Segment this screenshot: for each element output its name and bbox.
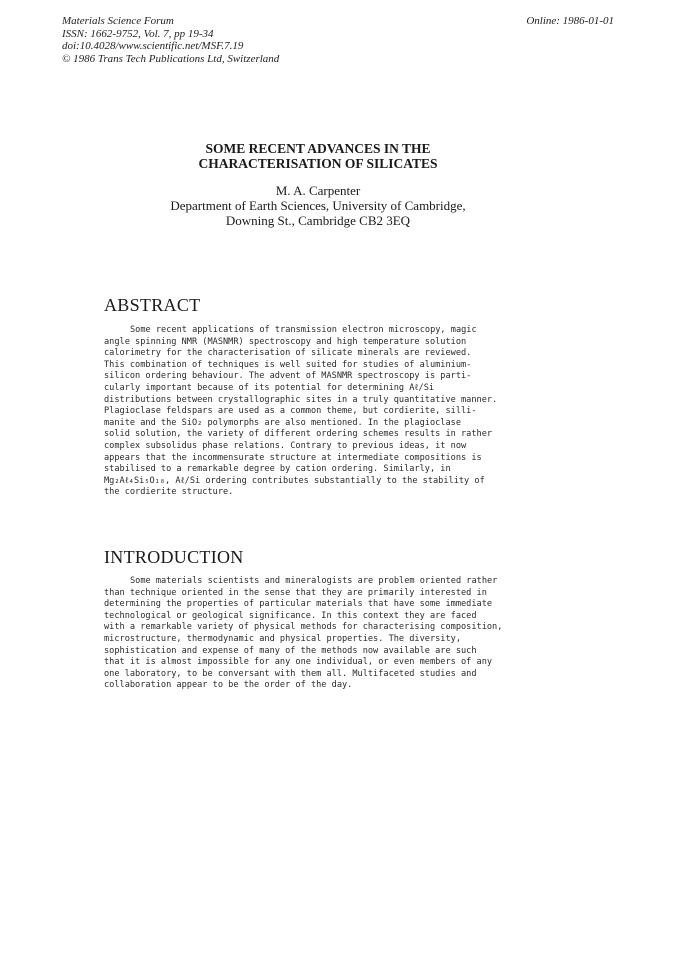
abstract-line: silicon ordering behaviour. The advent of MASNMR spectroscopy is parti- — [104, 371, 472, 382]
abstract-line: Some recent applications of transmission electron microscopy, magic — [130, 325, 477, 335]
online-date: Online: 1986-01-01 — [526, 15, 614, 27]
introduction-line: sophistication and expense of many of the methods now available are such — [104, 645, 477, 656]
introduction-line: one laboratory, to be conversant with them all. Multifaceted studies and — [104, 668, 477, 679]
introduction-line: microstructure, thermodynamic and physical properties. The diversity, — [104, 633, 461, 644]
title-block — [0, 141, 636, 228]
introduction-line: than technique oriented in the sense that they are primarily interested in — [104, 587, 487, 598]
abstract-line: distributions between crystallographic sites in a truly quantitative manner. — [104, 394, 498, 405]
introduction-heading: INTRODUCTION — [104, 547, 244, 567]
author-name: M. A. Carpenter — [275, 183, 361, 198]
abstract-body — [104, 325, 524, 499]
journal-name: Materials Science Forum — [62, 15, 174, 27]
introduction-line: Some materials scientists and mineralogists are problem oriented rather — [130, 576, 498, 586]
journal-header — [62, 15, 279, 65]
abstract-line: stabilised to a remarkable degree by cation ordering. Similarly, in — [104, 464, 451, 475]
abstract-heading: ABSTRACT — [104, 295, 201, 315]
introduction-line: with a remarkable variety of physical methods for characterising composition, — [104, 622, 503, 633]
introduction-line: collaboration appear to be the order of the day. — [104, 680, 353, 691]
abstract-line: calorimetry for the characterisation of silicate minerals are reviewed. — [104, 348, 472, 359]
introduction-line: determining the properties of particular materials that have some immediate — [104, 599, 493, 610]
abstract-line: angle spinning NMR (MASNMR) spectroscopy and high temperature solution — [104, 336, 467, 347]
introduction-line: that it is almost impossible for any one individual, or even members of any — [104, 657, 493, 668]
abstract-line: solid solution, the variety of different ordering schemes results in rather — [104, 429, 493, 440]
abstract-line: appears that the incommensurate structure at intermediate compositions is — [104, 452, 482, 463]
abstract-line: cularly important because of its potential for determining Aℓ/Si — [104, 382, 435, 393]
abstract-line: the cordierite structure. — [104, 487, 234, 498]
introduction-line: technological or geological significance. In this context they are faced — [104, 610, 477, 621]
abstract-line: complex subsolidus phase relations. Contrary to previous ideas, it now — [104, 440, 467, 451]
paper-title-line-1: SOME RECENT ADVANCES IN THE — [205, 141, 431, 156]
abstract-line: Mg₂Aℓ₄Si₅O₁₈, Aℓ/Si ordering contributes substantially to the stability of — [104, 475, 485, 486]
issn-line: ISSN: 1662-9752, Vol. 7, pp 19-34 — [62, 27, 214, 40]
doi-line: doi:10.4028/www.scientific.net/MSF.7.19 — [62, 40, 244, 52]
introduction-body — [104, 576, 524, 692]
paper-title-line-2: CHARACTERISATION OF SILICATES — [198, 156, 438, 171]
affiliation-line-1: Department of Earth Sciences, University of Cambridge, — [170, 198, 466, 213]
abstract-line: manite and the SiO₂ polymorphs are also mentioned. In the plagioclase — [104, 417, 461, 428]
abstract-line: This combination of techniques is well suited for studies of aluminium- — [104, 359, 472, 370]
copyright-line: © 1986 Trans Tech Publications Ltd, Switzerland — [62, 52, 280, 65]
affiliation-line-2: Downing St., Cambridge CB2 3EQ — [225, 213, 411, 228]
abstract-line: Plagioclase feldspars are used as a common theme, but cordierite, silli- — [104, 406, 477, 417]
